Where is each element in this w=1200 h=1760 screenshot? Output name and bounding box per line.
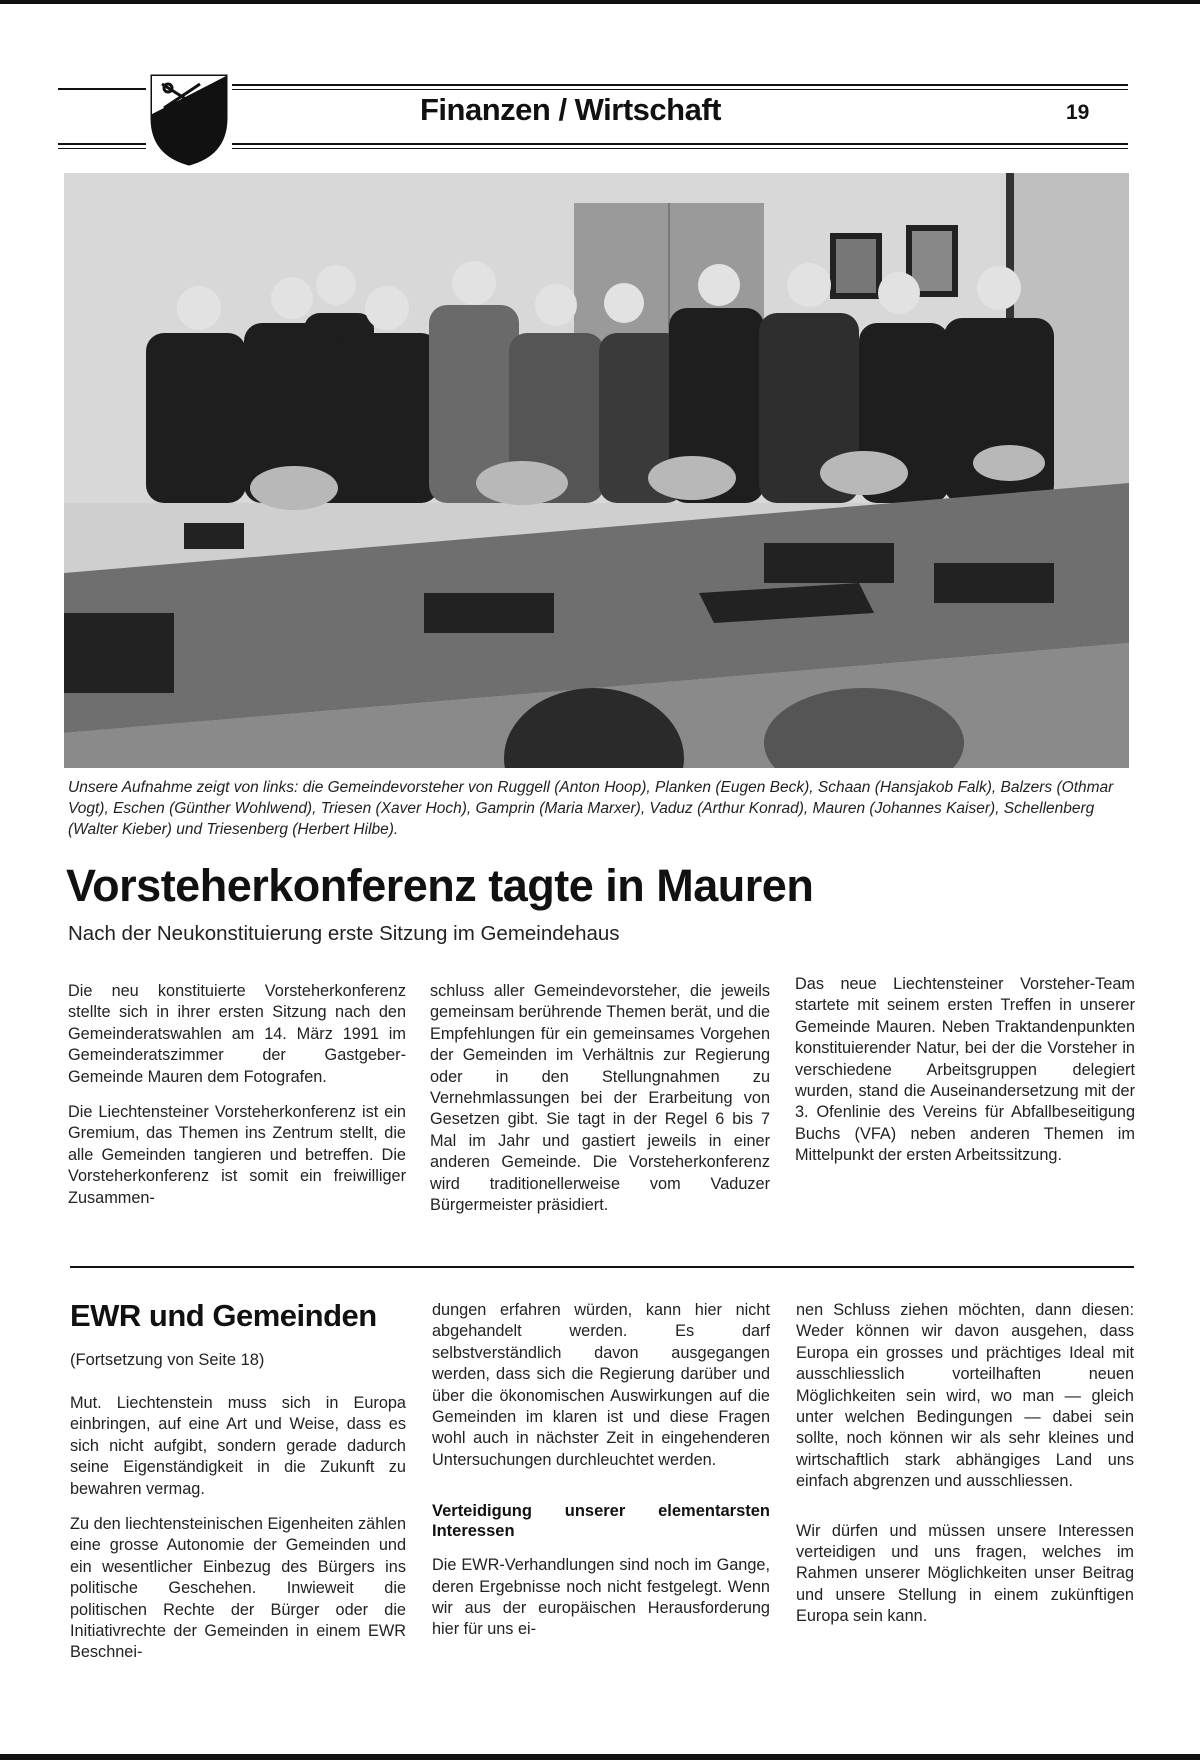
article2-col2-subheading: Verteidigung unserer elementarsten Interessen bbox=[432, 1502, 770, 1541]
section-divider bbox=[70, 1266, 1134, 1268]
header-rule-right-bottom bbox=[232, 143, 1128, 145]
header-rule-left-bottom bbox=[58, 143, 146, 145]
article1-subheadline: Nach der Neukonstituierung erste Sitzung im Gemeindehaus bbox=[68, 922, 620, 945]
article2-col2-paragraph: dungen erfahren würden, kann hier nicht abgehandelt werden. Es darf selbstverständlich davon ausgegangen werden, dass sich die Regierung darüber und über die ökonomischen Auswirkungen auf die Gemeinden im klaren ist und diese Fragen wohl auch in nächster Zeit in eingehenderen Untersuchungen durchleuchtet werden. bbox=[432, 1301, 770, 1469]
group-photo bbox=[64, 173, 1129, 768]
header-rule-right-top2 bbox=[232, 89, 1128, 90]
article2-column-3 bbox=[796, 1300, 1134, 1642]
article2-column-2 bbox=[432, 1300, 770, 1655]
article1-col1-paragraph: Die Liechtensteiner Vorsteherkonferenz ist ein Gremium, das Themen ins Zentrum stellt, die alle Gemeinden tangieren und betreffen. Die Vorsteherkonferenz ist somit ein freiwilliger Zusammen- bbox=[68, 1103, 406, 1207]
page-bottom-border bbox=[0, 1754, 1200, 1760]
coat-of-arms-icon bbox=[150, 74, 228, 166]
header-rule-left-bottom2 bbox=[58, 148, 146, 149]
photo-caption: Unsere Aufnahme zeigt von links: die Gemeindevorsteher von Ruggell (Anton Hoop), Planken (Eugen Beck), Schaan (Hansjakob Falk), Balzers (Othmar Vogt), Eschen (Günther Wohlwend), Triesen (Xaver Hoch), Gamprin (Maria Marxer), Vaduz (Arthur Konrad), Mauren (Johannes Kaiser), Schellenberg (Walter Kieber) und Triesenberg (Herbert Hilbe). bbox=[68, 779, 1114, 838]
article1-col1-paragraph: Die neu konstituierte Vorsteherkonferenz stellte sich in ihrer ersten Sitzung nach den Gemeinderatswahlen am 14. März 1991 im Gemeinderatszimmer der Gastgeber-Gemeinde Mauren dem Fotografen. bbox=[68, 982, 406, 1086]
article2-headline: EWR und Gemeinden bbox=[70, 1298, 377, 1333]
article2-col3-paragraph: nen Schluss ziehen möchten, dann diesen: Weder können wir davon ausgehen, dass Europa ein grosses und prächtiges Ideal mit ausschliesslich vorteilhaften neuen Möglichkeiten sein wird, wo man — gleich unter welchen Bedingungen — dabei sein sollte, noch können wir als sehr kleines und wirtschaftlich stark abhängiges Land uns einfach abgrenzen und ausschliessen. bbox=[796, 1301, 1134, 1491]
article1-col2-paragraph: schluss aller Gemeindevorsteher, die jeweils gemeinsam berührende Themen berät, und die Empfehlungen für ein gemeinsames Vorgehen der Gemeinden im Verhältnis zur Regierung oder in den Stellungnahmen zu Vernehmlassungen bei der Erarbeitung von Gesetzen gibt. Sie tagt in der Regel 6 bis 7 Mal im Jahr und gastiert jeweils in einer anderen Gemeinde. Die Vorsteherkonferenz wird traditionellerweise vom Vaduzer Bürgermeister präsidiert. bbox=[430, 982, 771, 1215]
page-number: 19 bbox=[1066, 101, 1090, 124]
article1-column-2 bbox=[430, 981, 770, 1230]
article2-continuation-note: (Fortsetzung von Seite 18) bbox=[70, 1351, 265, 1369]
article2-col1-paragraph: Mut. Liechtenstein muss sich in Europa einbringen, auf eine Art und Weise, dass es sich nicht aufgibt, sondern gerade dadurch seine Eigenständigkeit in die Zukunft zu bewahren vermag. bbox=[70, 1394, 406, 1498]
article1-col3-paragraph: Das neue Liechtensteiner Vorsteher-Team startete mit seinem ersten Treffen in unserer Gemeinde Mauren. Neben Traktandenpunkten konstituierender Natur, bei der die Vorsteher in verschiedene Arbeitsgruppen delegiert wurden, stand die Auseinandersetzung mit der 3. Ofenlinie des Vereins für Abfallbeseitigung Buchs (VFA) neben anderen Themen im Mittelpunkt der ersten Arbeitssitzung. bbox=[795, 975, 1135, 1165]
section-title: Finanzen / Wirtschaft bbox=[420, 92, 721, 127]
article2-col1-paragraph: Zu den liechtensteinischen Eigenheiten zählen eine grosse Autonomie der Gemeinden und ein wesentlicher Einbezug des Bürgers ins politische Geschehen. Inwieweit die politischen Rechte der Bürger oder die Initiativrechte der Gemeinden in einem EWR Beschnei- bbox=[70, 1515, 406, 1662]
article2-col2-paragraph: Die EWR-Verhandlungen sind noch im Gange, deren Ergebnisse noch nicht festgelegt. Wenn wir aus der europäischen Herausforderung hier für uns ei- bbox=[432, 1556, 770, 1639]
article1-column-1 bbox=[68, 981, 406, 1223]
article1-column-3 bbox=[795, 974, 1135, 1181]
header-rule-left-top bbox=[58, 88, 146, 90]
article2-column-1 bbox=[70, 1393, 406, 1678]
header-rule-right-bottom2 bbox=[232, 148, 1128, 149]
article1-headline: Vorsteherkonferenz tagte in Mauren bbox=[66, 860, 814, 911]
header-rule-right-top bbox=[232, 84, 1128, 86]
page-top-border bbox=[0, 0, 1200, 4]
article2-col3-paragraph: Wir dürfen und müssen unsere Interessen verteidigen und uns fragen, welches im Rahmen unserer Möglichkeiten unser Beitrag und unsere Stellung in einem zukünftigen Europa sein kann. bbox=[796, 1521, 1134, 1626]
